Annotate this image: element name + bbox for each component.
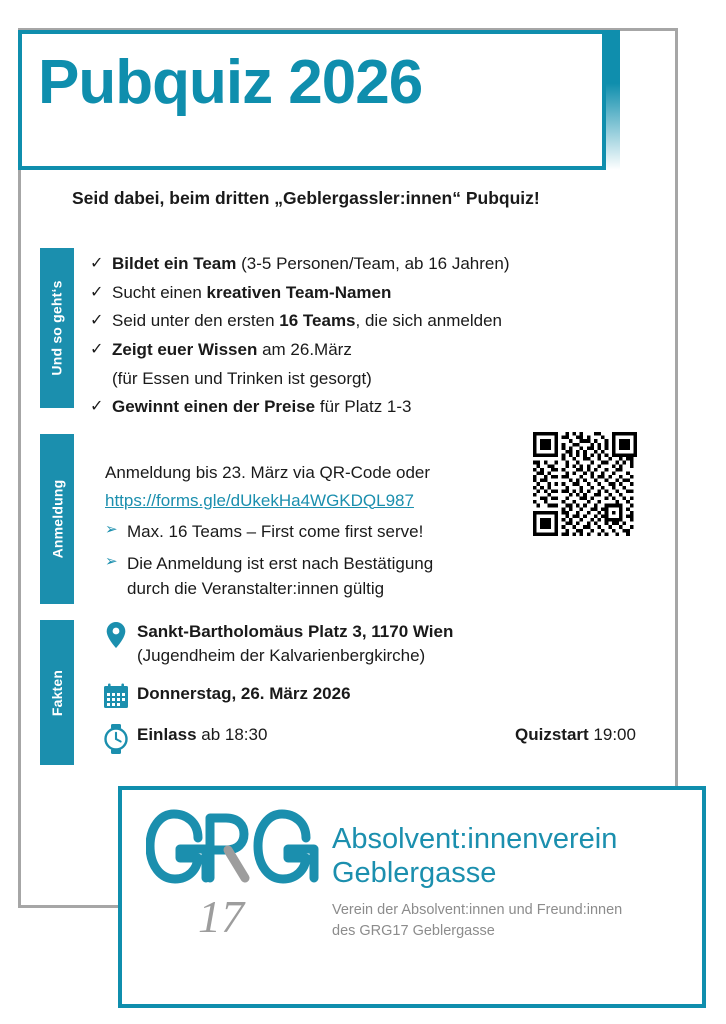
arrow-icon: ➢	[105, 521, 118, 538]
howto-item-3	[112, 309, 630, 334]
anmeldung-link[interactable]: https://forms.gle/dUkekHa4WGKDQL987	[105, 490, 414, 510]
list-item	[105, 519, 505, 545]
howto-item-5-bold: Gewinnt einen der Preise	[112, 397, 316, 417]
howto-item-2-lead: Sucht einen	[112, 282, 207, 302]
howto-item-1-bold: Bildet ein Team	[112, 254, 237, 273]
fact-date-value: Donnerstag, 26. März 2026	[137, 683, 351, 703]
logo-text-block	[332, 822, 702, 942]
howto-item-5-tail: für Platz 1-3	[315, 397, 412, 417]
fact-address: Sankt-Bartholomäus Platz 3, 1170 Wien	[137, 622, 454, 641]
howto-item-3-lead: Seid unter den ersten	[112, 311, 280, 331]
howto-item-3-tail: , die sich anmelden	[355, 311, 502, 331]
section-tab-howto-label: Und so geht‘s	[49, 280, 66, 376]
fact-address-note: (Jugendheim der Kalvarienbergkirche)	[137, 645, 426, 665]
anmeldung-block	[105, 460, 505, 602]
howto-item-4	[112, 338, 630, 363]
howto-item-2	[112, 281, 630, 306]
fact-doors-label: Einlass	[137, 724, 197, 744]
logo-subtitle-line2: des GRG17 Geblergasse	[332, 923, 495, 940]
section-tab-fakten-label: Fakten	[49, 669, 66, 716]
list-item	[90, 252, 630, 277]
section-tab-anmeldung-label: Anmeldung	[49, 479, 66, 559]
fact-doors-value: ab 18:30	[196, 724, 268, 744]
clock-svg	[104, 724, 128, 754]
grg-logo-icon	[146, 808, 321, 948]
grg-logo-svg	[146, 808, 321, 948]
fact-quizstart-value: 19:00	[588, 724, 636, 744]
anmeldung-bullet-1: Max. 16 Teams – First come first serve!	[127, 522, 424, 541]
section-tab-anmeldung	[40, 434, 74, 604]
location-pin-icon	[95, 620, 137, 649]
calendar-icon	[95, 682, 137, 709]
fact-quizstart	[515, 723, 636, 747]
howto-item-3-bold: 16 Teams	[279, 311, 356, 331]
check-icon: ✓	[90, 312, 104, 330]
fact-location-text	[137, 620, 640, 668]
anmeldung-bullet-2-line1: Die Anmeldung ist erst nach Bestätigung	[127, 553, 434, 573]
logo-subtitle	[332, 900, 702, 942]
fact-quizstart-label: Quizstart	[515, 724, 589, 744]
logo-subtitle-line1: Verein der Absolvent:innen und Freund:innen	[332, 902, 623, 919]
howto-item-1	[112, 252, 630, 277]
qr-code-icon[interactable]	[533, 432, 637, 536]
howto-list	[90, 252, 630, 424]
logo-title-line1: Absolvent:innenverein	[332, 823, 618, 855]
list-item	[90, 338, 630, 363]
page-title: Pubquiz 2026	[38, 48, 423, 117]
list-item	[90, 309, 630, 334]
location-pin-svg	[105, 621, 127, 649]
section-tab-howto	[40, 248, 74, 408]
fact-date	[95, 682, 640, 709]
list-item	[90, 281, 630, 306]
subtitle: Seid dabei, beim dritten „Geblergassler:innen“ Pubquiz!	[72, 188, 540, 208]
check-icon: ✓	[90, 255, 104, 272]
anmeldung-intro: Anmeldung bis 23. März via QR-Code oder	[105, 463, 431, 482]
fact-times	[95, 723, 640, 754]
qr-code-svg	[533, 432, 637, 536]
fact-times-text	[137, 723, 640, 747]
howto-item-1-rest: (3-5 Personen/Team, ab 16 Jahren)	[236, 254, 510, 273]
list-item	[105, 551, 505, 577]
anmeldung-bullet-2-line2: durch die Veranstalter:innen gültig	[127, 579, 385, 598]
check-icon: ✓	[90, 340, 104, 358]
howto-item-4-note: (für Essen und Trinken ist gesorgt)	[112, 368, 372, 388]
howto-item-4-tail: am 26.März	[257, 339, 352, 359]
check-icon: ✓	[90, 283, 104, 301]
section-tab-fakten	[40, 620, 74, 765]
list-item	[90, 395, 630, 420]
fact-date-text	[137, 682, 640, 706]
howto-item-2-bold: kreativen Team-Namen	[206, 282, 392, 302]
arrow-icon: ➢	[105, 552, 118, 570]
calendar-svg	[103, 683, 129, 709]
fact-location	[95, 620, 640, 668]
check-icon: ✓	[90, 398, 104, 416]
howto-item-4-bold: Zeigt euer Wissen	[112, 339, 258, 359]
clock-icon	[95, 723, 137, 754]
grg-logo-number: 17	[198, 891, 244, 942]
logo-title-line2: Geblergasse	[332, 857, 497, 890]
howto-item-5	[112, 395, 630, 420]
fakten-block	[95, 620, 640, 768]
